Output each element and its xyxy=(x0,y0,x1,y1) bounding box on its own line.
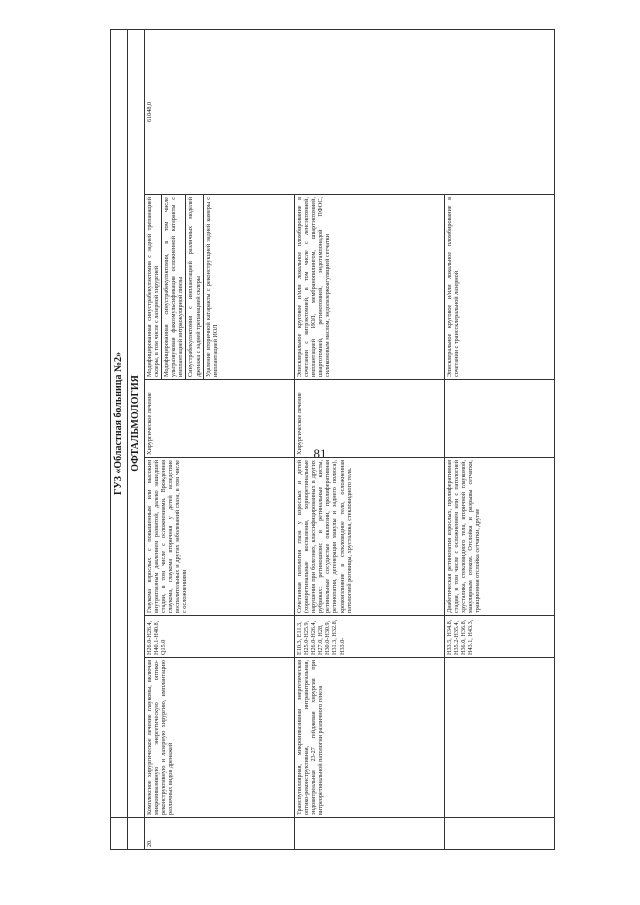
icd-codes: H26.0-H26.4, H40.1-H40.8, Q15.0 xyxy=(145,616,295,658)
row-number xyxy=(295,818,445,850)
method-name xyxy=(445,658,555,818)
section-row xyxy=(128,29,145,849)
section-title: ОФТАЛЬМОЛОГИЯ xyxy=(128,29,145,817)
page-number: 81 xyxy=(313,446,327,461)
treatment-type xyxy=(445,380,555,458)
method-name: Комплексное хирургическое лечение глаукомы, включая микроинвазивную энергетическую оптико-реконструктивную и лазерную хирургию, имплантацию различных видов дренажей xyxy=(145,658,295,818)
diagnosis: Диабетическая ретинопатия взрослых, пролиферативная стадия, в том числе с осложнением или с патологией хрусталика, стекловидного тела, вторичной глаукомой, макулярным отеком. Отслойка и разрывы сетчатки, тракционная отслойка сетчатки, другие xyxy=(445,458,555,616)
row-number xyxy=(445,818,555,850)
table-row xyxy=(145,29,295,849)
treatment-methods xyxy=(145,195,295,380)
method-item: Удаление вторичной катаракты с реконструкцией задней камеры с имплантацией ИОЛ xyxy=(204,197,219,377)
row-number: 20. xyxy=(145,818,295,850)
treatment-table xyxy=(110,29,555,850)
treatment-type: Хирургическое лечение xyxy=(145,380,295,458)
method-item: Эписклеральное круговое и/или локальное пломбирование в сочетании с витрэктомией, в том числе с ленсэктомией, имплантацией ИОЛ, мембранопилингом, швартэктомией, швартотомией, ретинотомией, эндотампонадой ПФОС, силиконовым маслом, эндолазеркоагуляцией сетчатки xyxy=(296,197,332,377)
treatment-type: Хирургическое лечение xyxy=(295,380,445,458)
diagnosis: Сочетанная патология глаза у взрослых и детей (хориоретинальные воспаления, хориоретинальные нарушения при болезнях, классифицированных в других рубриках: ретиношизис и ретинальные кисты, ретинальные сосудистые окклюзии, пролиферативная ретинопатия, дегенерация макулы и заднего полюса), кровоизлияние в стекловидное тело, осложненная патологией роговицы, хрусталика, стекловидного тела. xyxy=(295,458,445,616)
method-item: Модифицированная синустрабекулэктомия с задней трепанацией склеры, в том числе с лазерной хирургией xyxy=(146,197,161,377)
hospital-row xyxy=(111,29,128,849)
hospital-title: ГУЗ «Областная больница №2» xyxy=(111,29,128,817)
treatment-methods xyxy=(295,195,445,380)
method-item: Синустрабекулэктомия с имплантацией различных моделей дренажа с задней трепанацией склеры xyxy=(187,197,202,377)
diagnosis: Глаукома взрослых с повышенным или высоким внутриглазным давлением развитой, далеко зашедшей стадии, в том числе с осложнениями. Врожденная глаукома, глаукома вторичная у детей вследствие воспалительных и других заболеваний глаза, в том числе с осложнениями xyxy=(145,458,295,616)
method-item: Эписклеральное круговое и/или локальное пломбирование в сочетании с транссклеральной лазерной xyxy=(446,197,461,377)
method-name: Транспупиллярная, микроинвазивная энергетическая оптико-реконструктивная, интравитреальная, эндовитреальная 23-27 гейджевая хирургия при витреоретинальной патологии различного генеза xyxy=(295,658,445,818)
icd-codes: E10.3, E11.3, H25.0-H25.9, H26.0-H26.4, H27.0, H28, H30.0-H30.9, H31.3, H32.8, H33.0- xyxy=(295,616,445,658)
method-item: Модифицированная синустрабекулэктомия, в том числе ультразвуковая факоэмульсификация осложненной катаракты с имплантацией интраокулярной линзы xyxy=(163,197,185,377)
rotated-table-sheet xyxy=(110,30,550,850)
amount: 61048,0 xyxy=(145,29,555,194)
icd-codes: H33.5, H34.8, H35.2-H35.4, H36.0, H36.8, H43.1, H43.3, xyxy=(445,616,555,658)
treatment-methods xyxy=(445,195,555,380)
